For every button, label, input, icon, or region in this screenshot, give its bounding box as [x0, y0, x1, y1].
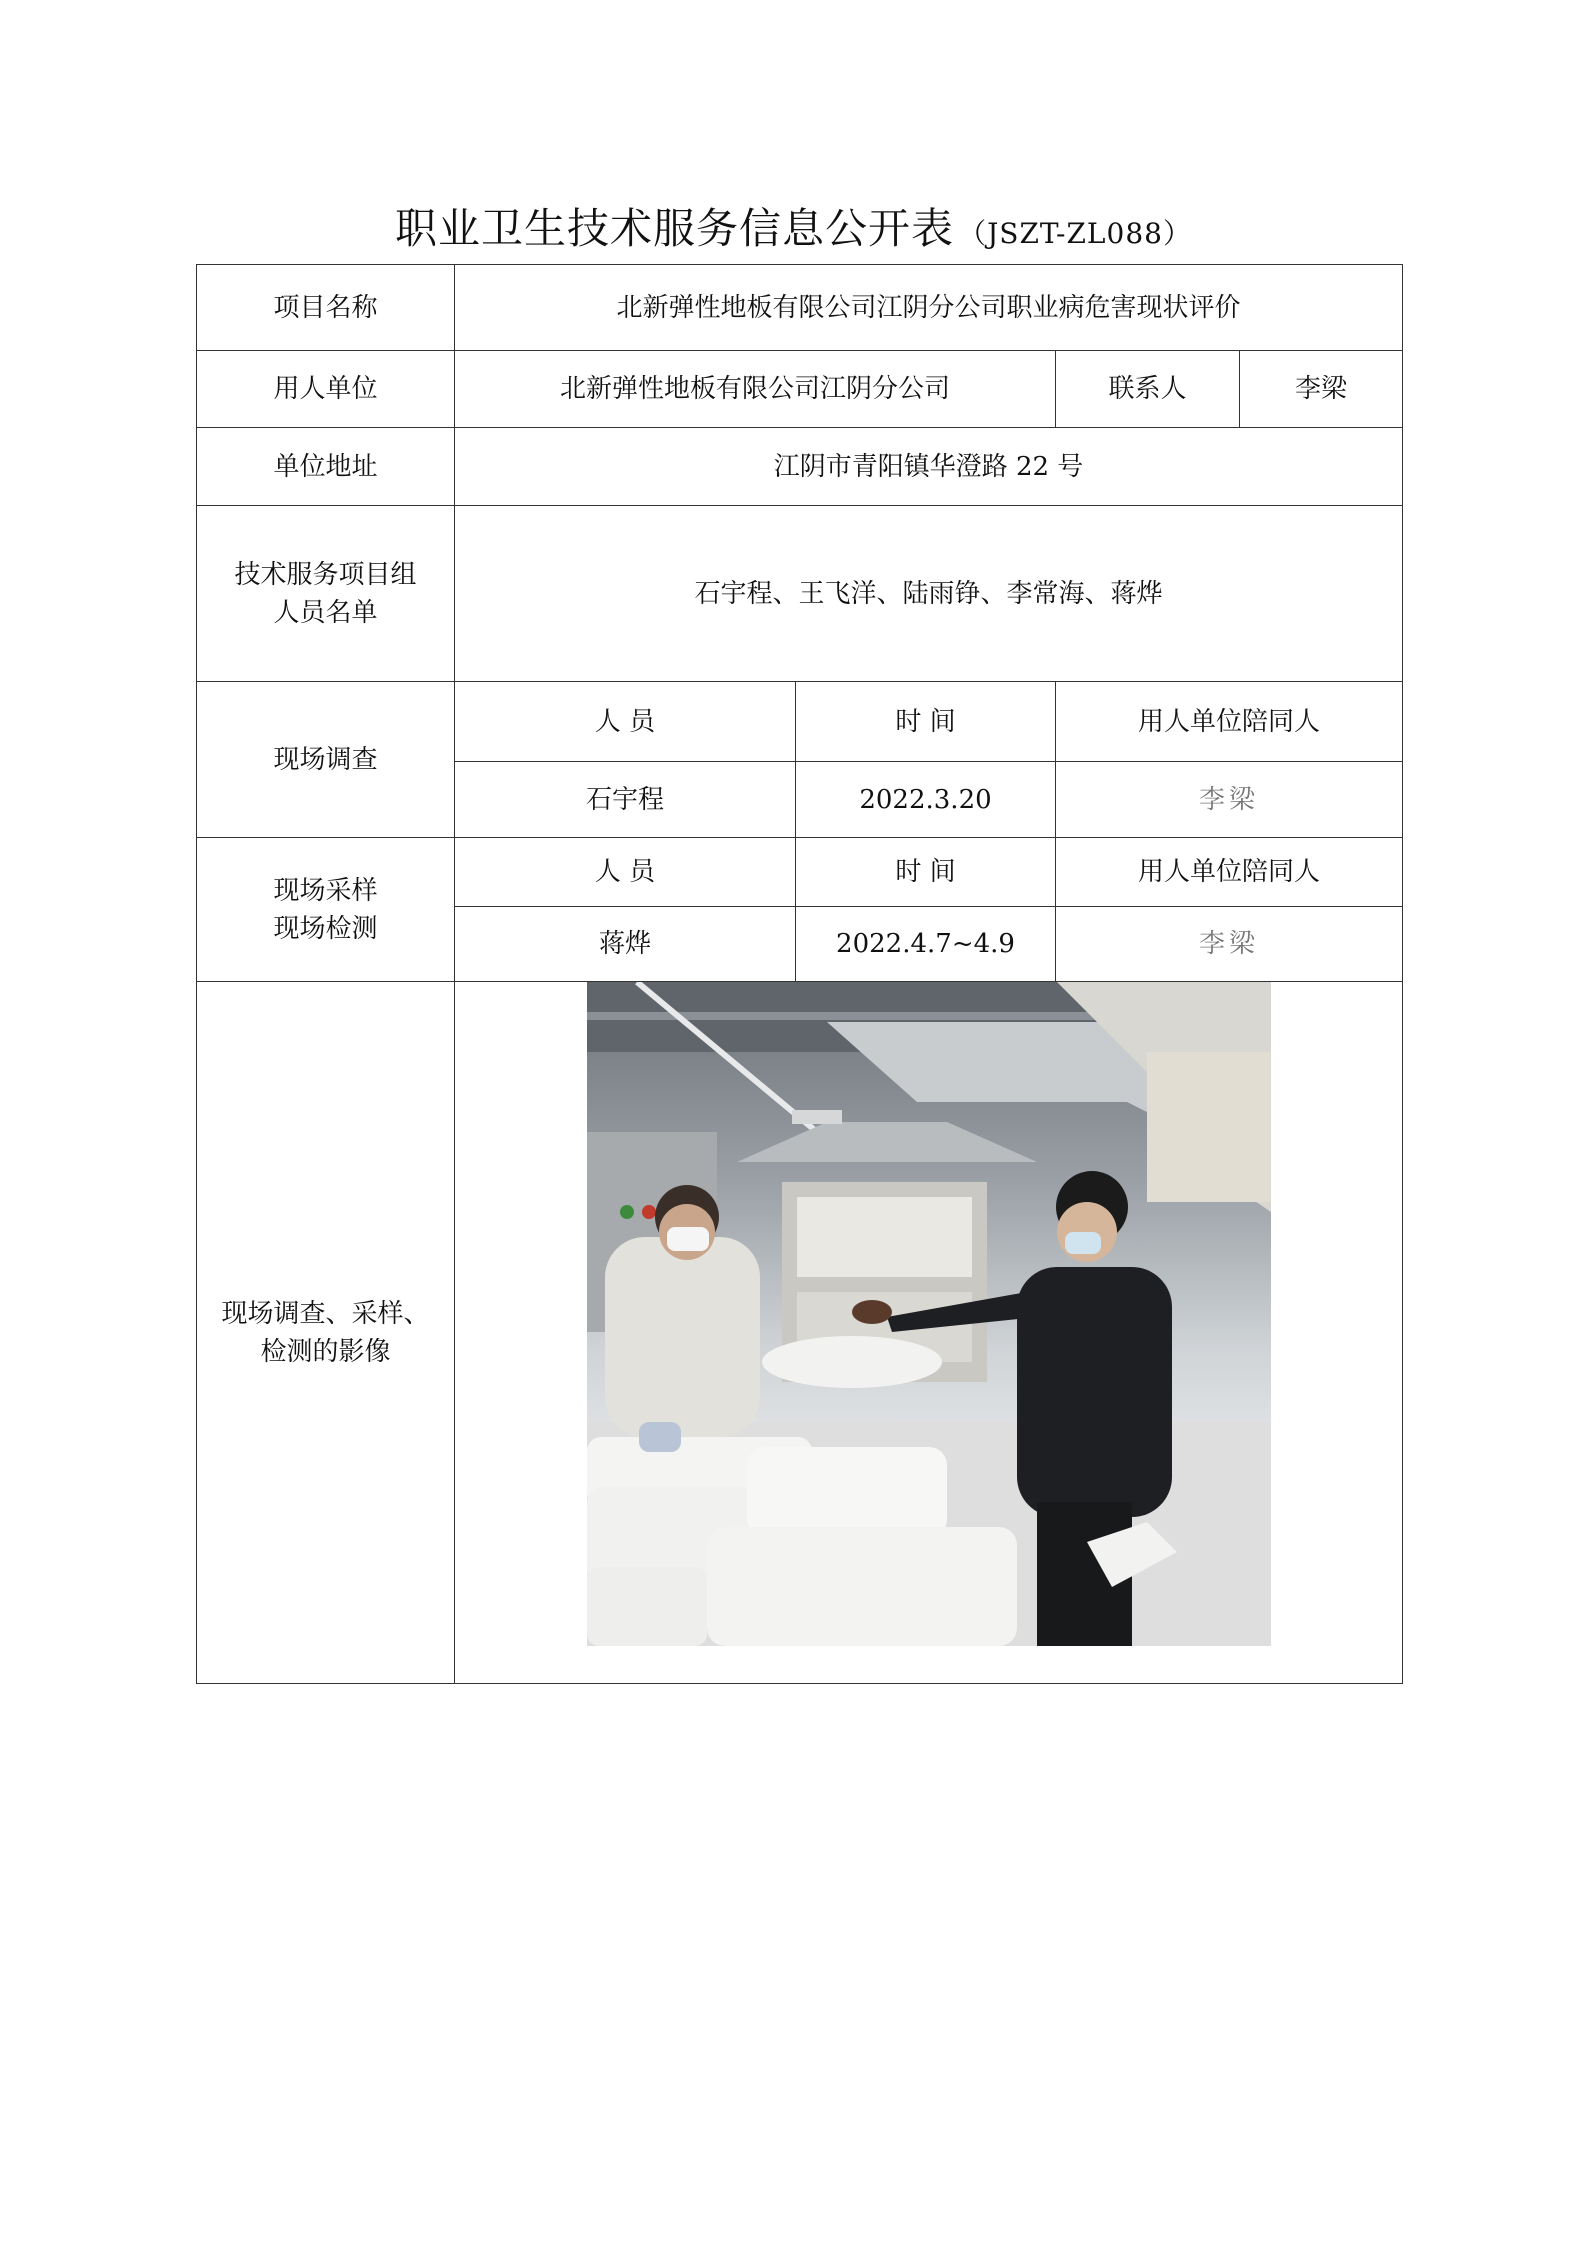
survey-person: 石宇程	[455, 762, 796, 838]
title-main: 职业卫生技术服务信息公开表	[395, 204, 955, 253]
site-photo	[587, 982, 1271, 1646]
photo-label-line1: 现场调查、采样、	[221, 1298, 430, 1329]
employer-value: 北新弹性地板有限公司江阴分公司	[455, 351, 1056, 428]
contact-value: 李梁	[1240, 351, 1403, 428]
sampling-person: 蒋烨	[455, 907, 796, 982]
survey-label: 现场调查	[197, 682, 455, 838]
sampling-col-person: 人 员	[455, 838, 796, 907]
row-survey-header	[197, 682, 1403, 762]
page-title	[0, 196, 1587, 256]
survey-col-companion: 用人单位陪同人	[1056, 682, 1403, 762]
employer-label: 用人单位	[197, 351, 455, 428]
photo-label	[197, 982, 455, 1684]
survey-time: 2022.3.20	[796, 762, 1056, 838]
site-photo-illustration	[587, 982, 1271, 1646]
row-sampling-header	[197, 838, 1403, 907]
photo-label-line2: 检测的影像	[260, 1336, 391, 1367]
address-value: 江阴市青阳镇华澄路 22 号	[455, 428, 1403, 506]
team-label-line2: 人员名单	[273, 597, 378, 628]
photo-cell	[455, 982, 1403, 1684]
team-label-line1: 技术服务项目组	[234, 559, 417, 590]
project-name-label: 项目名称	[197, 265, 455, 351]
sampling-companion: 李梁	[1056, 907, 1403, 982]
project-name-value: 北新弹性地板有限公司江阴分公司职业病危害现状评价	[455, 265, 1403, 351]
row-photo	[197, 982, 1403, 1684]
survey-col-time: 时 间	[796, 682, 1056, 762]
title-code: （JSZT-ZL088）	[958, 217, 1192, 250]
team-label	[197, 506, 455, 682]
address-label: 单位地址	[197, 428, 455, 506]
row-team	[197, 506, 1403, 682]
team-value: 石宇程、王飞洋、陆雨铮、李常海、蒋烨	[455, 506, 1403, 682]
survey-col-person: 人 员	[455, 682, 796, 762]
row-project-name	[197, 265, 1403, 351]
sampling-label	[197, 838, 455, 982]
info-table	[196, 264, 1403, 1684]
sampling-time: 2022.4.7~4.9	[796, 907, 1056, 982]
sampling-col-time: 时 间	[796, 838, 1056, 907]
row-employer	[197, 351, 1403, 428]
survey-companion: 李梁	[1056, 762, 1403, 838]
sampling-label-line1: 现场采样	[273, 875, 378, 906]
row-address	[197, 428, 1403, 506]
sampling-col-companion: 用人单位陪同人	[1056, 838, 1403, 907]
contact-label: 联系人	[1056, 351, 1240, 428]
sampling-label-line2: 现场检测	[273, 913, 378, 944]
